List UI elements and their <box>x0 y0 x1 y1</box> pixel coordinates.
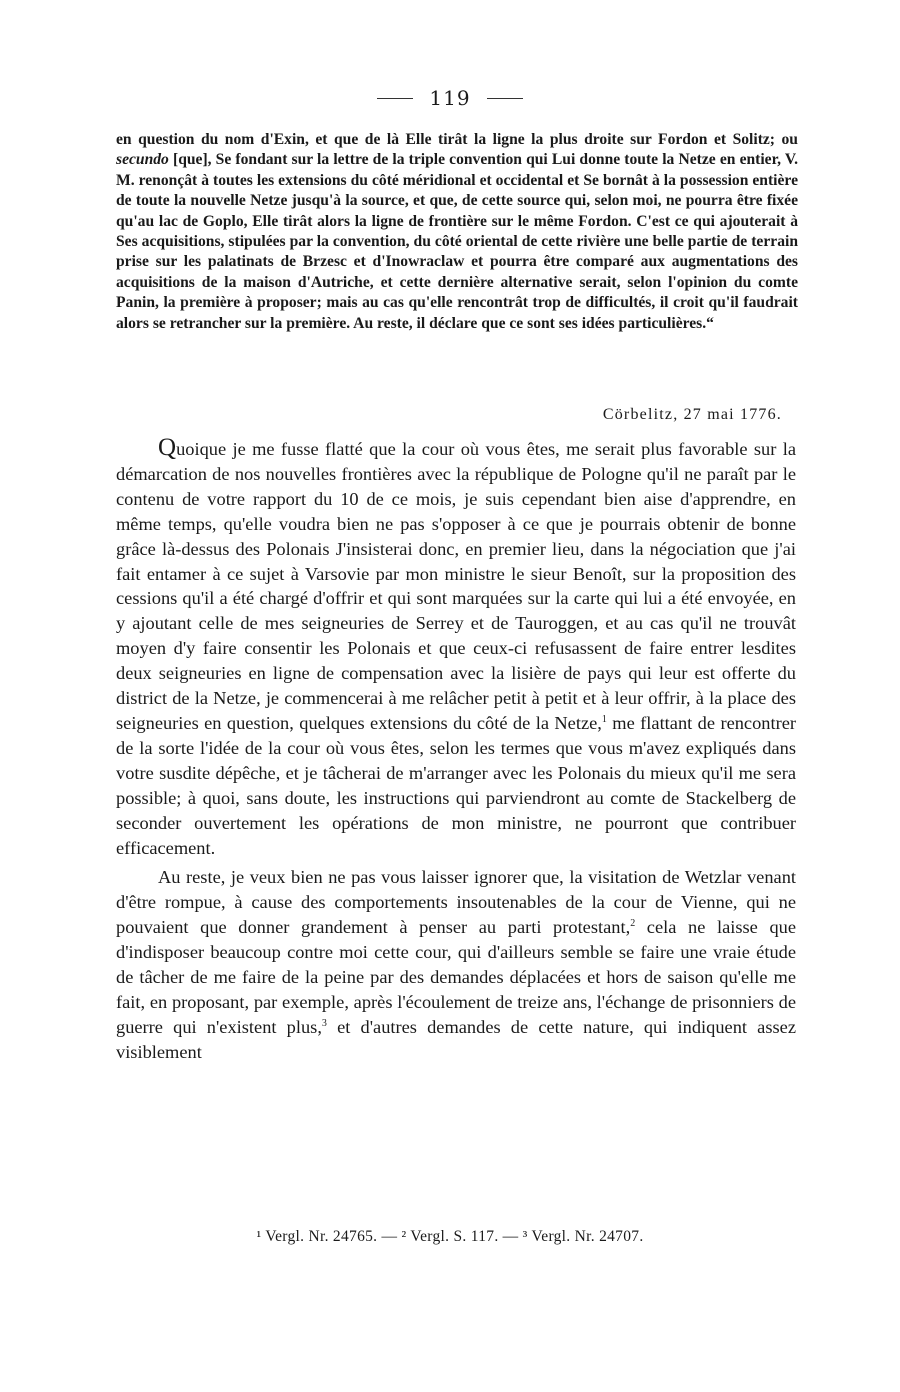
paragraph-2 <box>116 865 796 1064</box>
header-dash-right <box>487 98 523 99</box>
page-header <box>0 86 900 110</box>
quote-text-part2: [que], Se fondant sur la lettre de la triple convention qui Lui donne toute la Netze en entier, V. M. renonçât à toutes les extensions du côté méridional et occidental et Se bornât à la possession entière de toute la nouvelle Netze jusqu'à la source, et que, de cette source qui, selon moi, ne pourra être fixée qu'au lac de Goplo, Elle tirât alors la ligne de frontière sur le même Fordon. C'est ce qui ajouterait à Ses acquisitions, stipulées par la convention, du côté oriental de cette rivière une belle partie de terrain prise sur les palatinats de Brzesc et d'Inowraclaw et pourra être comparé aux augmentations des acquisitions de la maison d'Autriche, et cette dernière alternative serait, selon l'opinion du comte Panin, la première à proposer; mais au cas qu'elle rencontrât trop de difficultés, il croit qu'il faudrait alors se retrancher sur la première. Au reste, il déclare que ce sont ses idées particulières.“ <box>116 151 798 332</box>
paragraph-1-text-b: me flattant de rencontrer de la sorte l'idée de la cour où vous êtes, selon les termes que vous m'avez expliqués dans votre susdite dépêche, et je tâcherai de m'arranger avec les Polonais du mieux qu'il me sera possible; à quoi, sans doute, les instructions qui parviendront au comte de Stackelberg de seconder ouvertement les opérations de mon ministre, ne pourront que contribuer efficacement. <box>116 712 796 858</box>
paragraph-2-text-a: Au reste, je veux bien ne pas vous laisser ignorer que, la visitation de Wetzlar venant d'être rompue, à cause des comportements insoutenables de la cour de Vienne, qui ne pouvaient que donner grandement à penser au parti protestant, <box>116 867 796 938</box>
paragraph-2-text-c: et d'autres demandes de cette nature, qui indiquent assez visiblement <box>116 1016 796 1062</box>
quoted-report <box>116 130 798 334</box>
footnote-mark-1: 1 <box>601 713 607 725</box>
dateline: Cörbelitz, 27 mai 1776. <box>602 406 782 423</box>
footnote-mark-3: 3 <box>321 1017 327 1029</box>
drop-cap: Q <box>158 434 177 461</box>
quote-italic-word: secundo <box>116 151 169 169</box>
footnotes: ¹ Vergl. Nr. 24765. — ² Vergl. S. 117. — ³ Vergl. Nr. 24707. <box>256 1228 644 1245</box>
page-number: 119 <box>429 86 471 110</box>
paragraph-1-text-a: uoique je me fusse flatté que la cour où vous êtes, me serait plus favorable sur la démarcation de nos nouvelles frontières avec la république de Pologne qu'il ne paraît par le contenu de votre rapport du 10 de ce mois, je suis cependant bien aise d'apprendre, en même temps, qu'elle voudra bien ne pas s'opposer à ce que je pourrais obtenir de bonne grâce là-dessus des Polonais J'insisterai donc, en premier lieu, dans la négociation que j'ai fait entamer à ce sujet à Varsovie par mon ministre le sieur Benoît, sur la proposition des cessions qu'il a été chargé d'offrir et qui sont marquées sur la carte qui lui a été envoyée, en y ajoutant celle de mes seigneuries de Serrey et de Tauroggen, et au cas qu'il ne trouvât moyen d'y faire consentir les Polonais et que ceux-ci refusassent de faire entrer lesdites deux seigneuries en ligne de compensation avec la lisière de pays qui leur est offerte du district de la Netze, je commencerai à me relâcher petit à petit et à leur offrir, à la place des seigneuries en question, quelques extensions du côté de la Netze, <box>116 439 796 733</box>
paragraph-2-text-b: cela ne laisse que d'indisposer beaucoup contre moi cette cour, qui d'ailleurs semble se faire une vraie étude de tâcher de me faire de la peine par des demandes déplacées et hors de saison qu'elle me fait, en proposant, par exemple, après l'écoulement de treize ans, l'échange de prisonniers de guerre qui n'existent plus, <box>116 917 796 1037</box>
quote-text-part1: en question du nom d'Exin, et que de là Elle tirât la ligne la plus droite sur Fordon et Solitz; ou <box>116 131 798 148</box>
header-dash-left <box>377 98 413 99</box>
letter-body <box>116 436 796 1065</box>
footnote-mark-2: 2 <box>630 918 636 930</box>
paragraph-1 <box>116 436 796 860</box>
